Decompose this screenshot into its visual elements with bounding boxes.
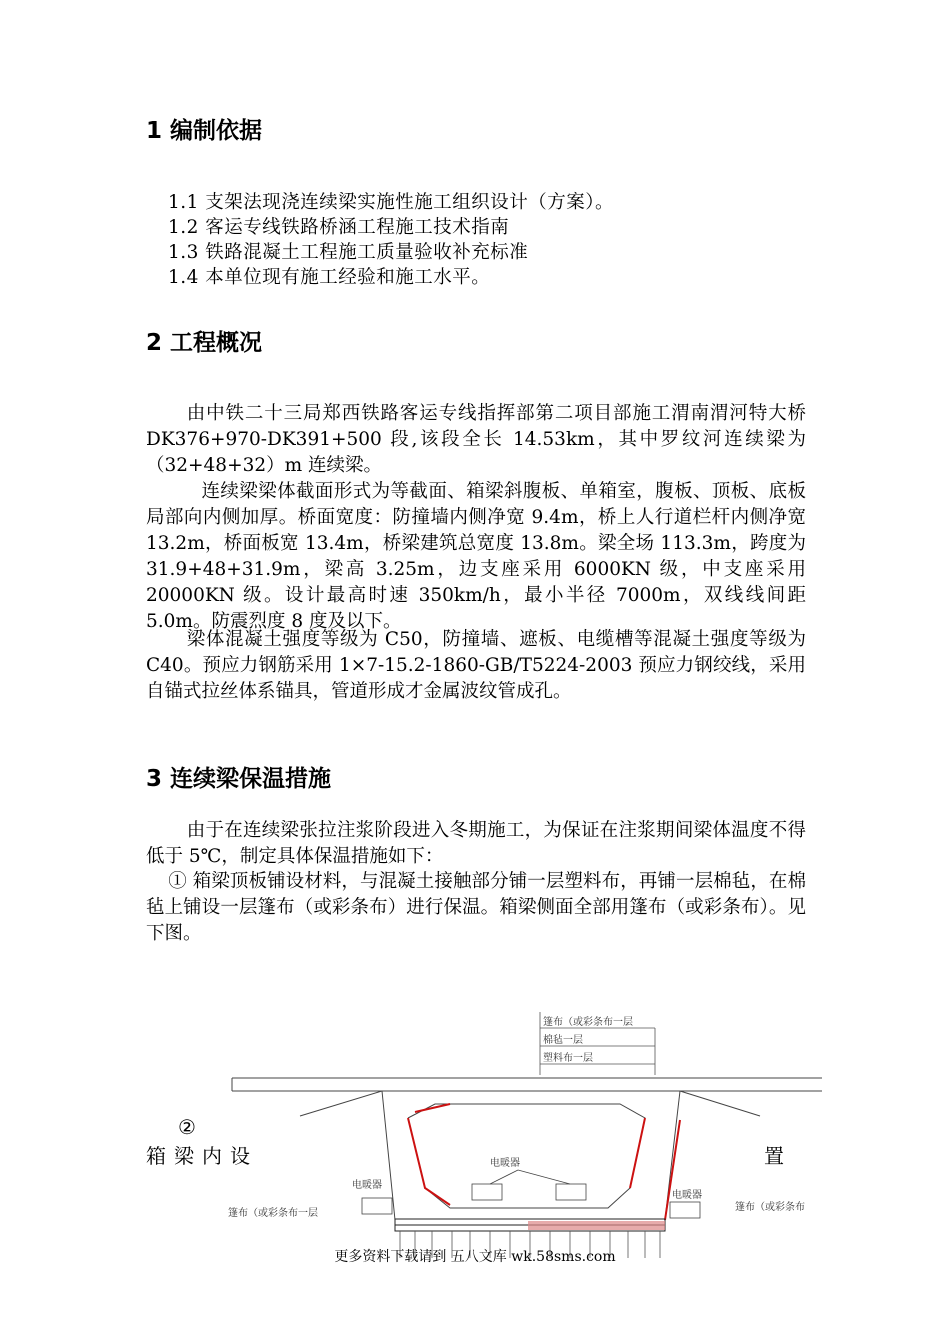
label-tarp-left: 篷布（或彩条布一层: [228, 1208, 318, 1219]
label-plastic: 塑料布一层: [543, 1053, 593, 1064]
basis-list: [168, 190, 614, 290]
overview-paragraph-2: 连续梁梁体截面形式为等截面、箱梁斜腹板、单箱室，腹板、顶板、底板局部向内侧加厚。桥面宽度：防撞墙内侧净宽 9.4m，桥上人行道栏杆内侧净宽 13.2m，桥面板宽 13.4m，桥梁建筑总宽度 13.8m。梁全场 113.3m，跨度为 31.9+48+31.9m，梁高 3.25m，边支座采用 6000KN 级，中支座采用 20000KN 级。设计最高时速 350km/h，最小半径 7000m，双线线间距 5.0m。防震烈度 8 度及以下。: [146, 481, 806, 632]
item-2-left-text: 箱梁内设: [146, 1144, 258, 1168]
deck-outline: [232, 1078, 822, 1220]
section-1-title: 1 编制依据: [146, 118, 263, 144]
label-heater-left: 电暖器: [352, 1180, 382, 1191]
inner-insulation-red: [408, 1104, 680, 1220]
footer-download-note: 更多资料下载请到 五八文库 wk.58sms.com: [334, 1249, 616, 1265]
basis-item: 1.4 本单位现有施工经验和施工水平。: [168, 267, 491, 288]
insulation-paragraph-1: 由于在连续梁张拉注浆阶段进入冬期施工，为保证在注浆期间梁体温度不得低于 5℃，制定具体保温措施如下：: [146, 820, 806, 867]
heater-center-group: [362, 1170, 700, 1218]
insulation-paragraph-2: ① 箱梁顶板铺设材料，与混凝土接触部分铺一层塑料布，再铺一层棉毡，在棉毡上铺设一层篷布（或彩条布）进行保温。箱梁侧面全部用篷布（或彩条布）。见下图。: [146, 871, 806, 944]
section-2-title: 2 工程概况: [146, 330, 263, 356]
section-3-title: 3 连续梁保温措施: [146, 766, 332, 792]
basis-item: 1.3 铁路混凝土工程施工质量验收补充标准: [168, 242, 529, 263]
basis-item: 1.2 客运专线铁路桥涵工程施工技术指南: [168, 217, 510, 238]
overview-paragraph-3: 梁体混凝土强度等级为 C50，防撞墙、遮板、电缆槽等混凝土强度等级为 C40。预应力钢筋采用 1×7-15.2-1860-GB/T5224-2003 预应力钢绞线，采用自锚式拉丝体系锚具，管道形成才金属波纹管成孔。: [146, 629, 806, 702]
box-girder-insulation-diagram: [0, 1000, 950, 1260]
label-heater-right: 电暖器: [672, 1190, 702, 1201]
label-felt: 棉毡一层: [543, 1035, 583, 1046]
overview-paragraph-1: 由中铁二十三局郑西铁路客运专线指挥部第二项目部施工渭南渭河特大桥 DK376+970-DK391+500 段,该段全长 14.53km，其中罗纹河连续梁为（32+48+32）m 连续梁。: [146, 403, 806, 476]
label-heater-center: 电暖器: [490, 1158, 520, 1169]
item-2-marker: ②: [178, 1115, 196, 1139]
item-2-right-text: 置: [764, 1144, 784, 1168]
label-tarp-top: 篷布（或彩条布一层: [543, 1017, 633, 1028]
label-tarp-right: 篷布（或彩条布: [735, 1202, 805, 1213]
basis-item: 1.1 支架法现浇连续梁实施性施工组织设计（方案）。: [168, 192, 615, 213]
